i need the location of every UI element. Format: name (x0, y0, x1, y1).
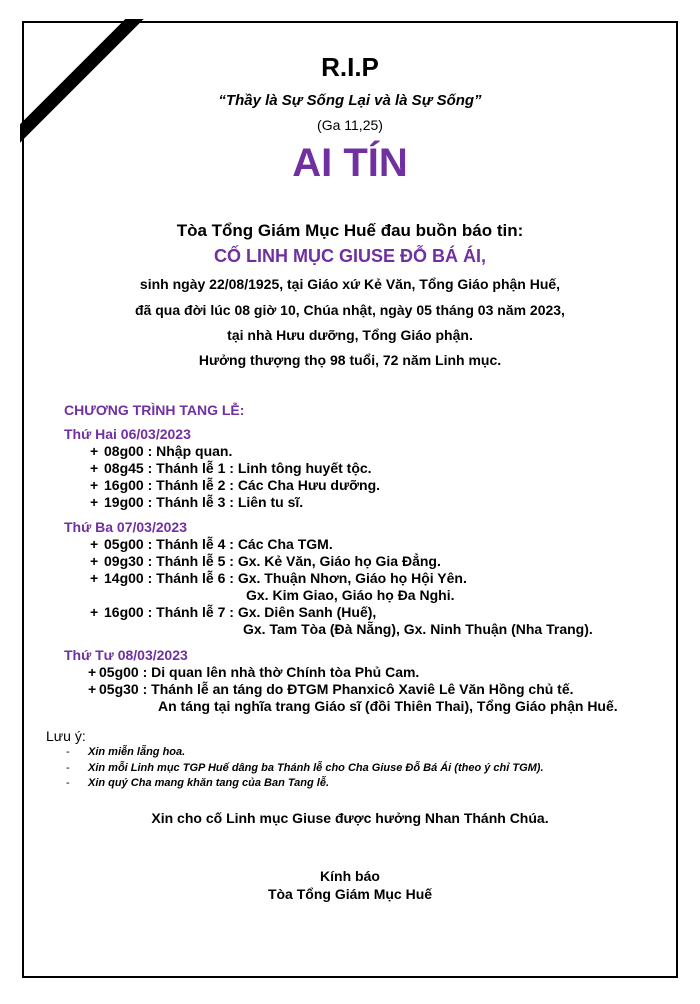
dash-icon: - (66, 777, 70, 789)
list-item: + 14g00 : Thánh lễ 6 : Gx. Thuận Nhơn, Giáo họ Hội Yên. (90, 570, 467, 586)
plus-icon: + (88, 681, 97, 697)
announcement-lead: Tòa Tổng Giám Mục Huế đau buồn báo tin: (176, 221, 524, 240)
place-info: tại nhà Hưu dưỡng, Tổng Giáo phận. (227, 327, 473, 343)
closing-prayer: Xin cho cố Linh mục Giuse được hưởng Nhan Thánh Chúa. (151, 810, 549, 826)
notes-heading: Lưu ý: (46, 728, 86, 744)
list-item: + 08g45 : Thánh lễ 1 : Linh tông huyết tộc. (90, 460, 372, 476)
list-item: + 08g00 : Nhập quan. (90, 443, 233, 459)
plus-icon: + (90, 494, 99, 510)
scripture-quote: “Thầy là Sự Sống Lại và là Sự Sống” (218, 92, 482, 109)
day-label-tuesday: Thứ Ba 07/03/2023 (64, 519, 187, 535)
list-item: + 05g00 : Di quan lên nhà thờ Chính tòa Phủ Cam. (88, 664, 420, 680)
plus-icon: + (90, 443, 99, 459)
plus-icon: + (88, 664, 97, 680)
list-item: + 19g00 : Thánh lễ 3 : Liên tu sĩ. (90, 494, 304, 510)
death-info: đã qua đời lúc 08 giờ 10, Chúa nhật, ngày 05 tháng 03 năm 2023, (135, 302, 565, 318)
plus-icon: + (90, 536, 99, 552)
rip-heading: R.I.P (321, 52, 379, 82)
age-info: Hưởng thượng thọ 98 tuổi, 72 năm Linh mục. (198, 352, 502, 368)
dash-icon: - (66, 762, 70, 774)
note-item: - Xin quý Cha mang khăn tang của Ban Tang lễ. (66, 777, 330, 789)
list-item-continuation: Gx. Kim Giao, Giáo họ Đa Nghi. (246, 587, 455, 603)
plus-icon: + (90, 460, 99, 476)
note-item: - Xin mỗi Linh mục TGP Huế dâng ba Thánh lễ cho Cha Giuse Đỗ Bá Ái (theo ý chỉ TGM). (66, 762, 544, 774)
signature-greeting: Kính báo (320, 868, 380, 884)
list-item: + 16g00 : Thánh lễ 7 : Gx. Diên Sanh (Huế), (90, 604, 377, 620)
plus-icon: + (90, 553, 99, 569)
page-title: AI TÍN (292, 141, 408, 185)
plus-icon: + (90, 604, 99, 620)
dash-icon: - (66, 746, 70, 758)
list-item: + 16g00 : Thánh lễ 2 : Các Cha Hưu dưỡng. (90, 477, 381, 493)
list-item-continuation: Gx. Tam Tòa (Đà Nẵng), Gx. Ninh Thuận (Nha Trang). (243, 621, 593, 637)
plus-icon: + (90, 477, 99, 493)
day-label-monday: Thứ Hai 06/03/2023 (64, 426, 191, 442)
list-item: + 05g00 : Thánh lễ 4 : Các Cha TGM. (90, 536, 333, 552)
program-heading: CHƯƠNG TRÌNH TANG LỄ: (64, 402, 245, 418)
signature-issuer: Tòa Tổng Giám Mục Huế (267, 886, 433, 902)
note-item: - Xin miễn lẵng hoa. (66, 746, 186, 758)
scripture-reference: (Ga 11,25) (317, 117, 383, 133)
mourning-ribbon (20, 19, 160, 159)
birth-info: sinh ngày 22/08/1925, tại Giáo xứ Kẻ Văn, Tổng Giáo phận Huế, (139, 276, 561, 292)
list-item: + 09g30 : Thánh lễ 5 : Gx. Kẻ Văn, Giáo họ Gia Đẳng. (90, 553, 441, 569)
list-item: + 05g30 : Thánh lễ an táng do ĐTGM Phanxicô Xaviê Lê Văn Hồng chủ tế. (88, 681, 574, 697)
day-label-wednesday: Thứ Tư 08/03/2023 (64, 647, 188, 663)
plus-icon: + (90, 570, 99, 586)
deceased-name: CỐ LINH MỤC GIUSE ĐỖ BÁ ÁI, (213, 246, 486, 266)
list-item-continuation: An táng tại nghĩa trang Giáo sĩ (đồi Thiên Thai), Tổng Giáo phận Huế. (158, 698, 618, 714)
